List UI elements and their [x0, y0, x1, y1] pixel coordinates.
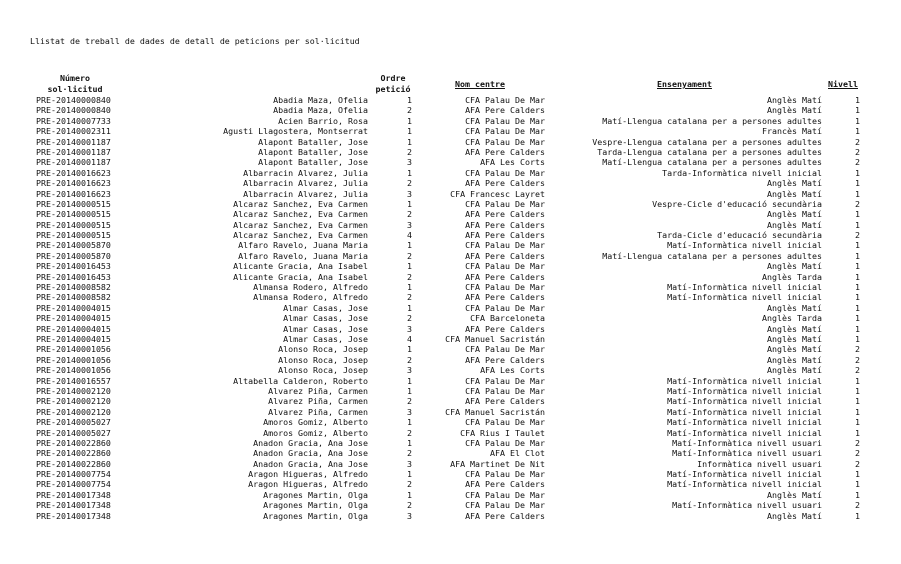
- row-nivell: 1: [855, 271, 860, 282]
- header-numero: [38, 73, 112, 95]
- row-ensenyament: Anglès Matí: [767, 489, 822, 500]
- header-ordre-line1: Ordre: [380, 73, 406, 83]
- row-ensenyament: Anglès Matí: [767, 178, 822, 189]
- row-nivell: 2: [855, 146, 860, 157]
- detail-table: [0, 95, 901, 521]
- row-ensenyament: Matí-Informàtica nivell inicial: [667, 469, 822, 480]
- row-nivell: 1: [855, 385, 860, 396]
- row-nivell: 1: [855, 115, 860, 126]
- header-ordre-line2: petició: [375, 84, 411, 94]
- row-centre: CFA Palau De Mar: [465, 385, 545, 396]
- row-nom: Alfaro Ravelo, Juana Maria: [238, 250, 368, 261]
- row-centre: AFA Pere Calders: [465, 354, 545, 365]
- row-ensenyament: Informàtica nivell usuari: [697, 458, 822, 469]
- row-ordre: 1: [407, 385, 412, 396]
- row-centre: CFA Palau De Mar: [465, 240, 545, 251]
- row-nivell: 1: [855, 240, 860, 251]
- row-numero: PRE-20140001187: [36, 146, 111, 157]
- row-nivell: 1: [855, 489, 860, 500]
- row-ordre: 3: [407, 365, 412, 376]
- row-ordre: 3: [407, 219, 412, 230]
- row-nivell: 1: [855, 282, 860, 293]
- row-ensenyament: Matí-Informàtica nivell inicial: [667, 396, 822, 407]
- row-centre: AFA Pere Calders: [465, 250, 545, 261]
- row-centre: CFA Palau De Mar: [465, 375, 545, 386]
- row-centre: CFA Palau De Mar: [465, 437, 545, 448]
- header-centre: Nom centre: [455, 79, 505, 89]
- table-row: [0, 251, 901, 261]
- table-row: [0, 147, 901, 157]
- row-ordre: 1: [407, 489, 412, 500]
- row-nivell: 1: [855, 406, 860, 417]
- row-centre: AFA Pere Calders: [465, 230, 545, 241]
- row-ensenyament: Anglès Matí: [767, 209, 822, 220]
- row-centre: CFA Palau De Mar: [465, 344, 545, 355]
- row-ordre: 1: [407, 302, 412, 313]
- row-nivell: 1: [855, 323, 860, 334]
- row-ordre: 2: [407, 479, 412, 490]
- row-ensenyament: Vespre-Llengua catalana per a persones adultes: [592, 136, 822, 147]
- row-ordre: 1: [407, 344, 412, 355]
- row-numero: PRE-20140022860: [36, 437, 111, 448]
- row-ensenyament: Matí-Informàtica nivell inicial: [667, 479, 822, 490]
- row-centre: AFA Pere Calders: [465, 219, 545, 230]
- row-ensenyament: Anglès Matí: [767, 302, 822, 313]
- row-nom: Albarracin Alvarez, Julia: [243, 188, 368, 199]
- row-nom: Alvarez Piña, Carmen: [268, 396, 368, 407]
- row-centre: AFA Martinet De Nit: [450, 458, 545, 469]
- row-nom: Alicante Gracia, Ana Isabel: [233, 261, 368, 272]
- row-ensenyament: Anglès Matí: [767, 333, 822, 344]
- row-centre: CFA Palau De Mar: [465, 136, 545, 147]
- row-nom: Anadon Gracia, Ana Jose: [253, 458, 368, 469]
- row-ordre: 2: [407, 105, 412, 116]
- row-nom: Agusti Llagostera, Montserrat: [223, 126, 368, 137]
- row-nivell: 1: [855, 396, 860, 407]
- row-centre: CFA Palau De Mar: [465, 417, 545, 428]
- row-numero: PRE-20140001056: [36, 354, 111, 365]
- row-ordre: 2: [407, 500, 412, 511]
- row-ordre: 1: [407, 198, 412, 209]
- row-numero: PRE-20140022860: [36, 448, 111, 459]
- row-nom: Alcaraz Sanchez, Eva Carmen: [233, 209, 368, 220]
- row-nom: Aragones Martin, Olga: [263, 510, 368, 521]
- row-nom: Amoros Gomiz, Alberto: [263, 427, 368, 438]
- row-nom: Almansa Rodero, Alfredo: [253, 282, 368, 293]
- row-ordre: 1: [407, 375, 412, 386]
- row-nivell: 1: [855, 292, 860, 303]
- row-nivell: 1: [855, 302, 860, 313]
- row-centre: CFA Manuel Sacristán: [445, 333, 545, 344]
- row-nivell: 2: [855, 448, 860, 459]
- row-ordre: 3: [407, 188, 412, 199]
- header-numero-line2: sol·licitud: [47, 84, 103, 94]
- table-row: [0, 168, 901, 178]
- row-centre: CFA Palau De Mar: [465, 489, 545, 500]
- row-centre: AFA Les Corts: [480, 365, 545, 376]
- table-row: [0, 334, 901, 344]
- row-nivell: 1: [855, 95, 860, 105]
- row-ensenyament: Matí-Informàtica nivell usuari: [672, 500, 822, 511]
- row-ensenyament: Matí-Llengua catalana per a persones adultes: [602, 157, 822, 168]
- row-nom: Abadia Maza, Ofelia: [273, 105, 368, 116]
- table-row: [0, 126, 901, 136]
- row-ordre: 2: [407, 396, 412, 407]
- row-centre: CFA Palau De Mar: [465, 198, 545, 209]
- row-numero: PRE-20140002120: [36, 396, 111, 407]
- table-row: [0, 386, 901, 396]
- row-nivell: 1: [855, 126, 860, 137]
- row-ordre: 2: [407, 313, 412, 324]
- row-nom: Anadon Gracia, Ana Jose: [253, 448, 368, 459]
- row-ordre: 4: [407, 230, 412, 241]
- row-ensenyament: Anglès Matí: [767, 510, 822, 521]
- row-ordre: 3: [407, 510, 412, 521]
- row-ensenyament: Matí-Informàtica nivell inicial: [667, 406, 822, 417]
- row-numero: PRE-20140005027: [36, 417, 111, 428]
- row-numero: PRE-20140016623: [36, 167, 111, 178]
- row-numero: PRE-20140004015: [36, 302, 111, 313]
- row-numero: PRE-20140000840: [36, 95, 111, 105]
- header-ensenyament: Ensenyament: [657, 79, 712, 89]
- row-numero: PRE-20140007754: [36, 479, 111, 490]
- row-nom: Alonso Roca, Josep: [278, 344, 368, 355]
- row-nom: Amoros Gomiz, Alberto: [263, 417, 368, 428]
- row-ordre: 1: [407, 437, 412, 448]
- row-centre: AFA Pere Calders: [465, 396, 545, 407]
- table-row: [0, 157, 901, 167]
- row-ensenyament: Tarda-Informàtica nivell inicial: [662, 167, 822, 178]
- row-nom: Acien Barrio, Rosa: [278, 115, 368, 126]
- row-nivell: 2: [855, 230, 860, 241]
- row-nivell: 2: [855, 198, 860, 209]
- row-numero: PRE-20140016623: [36, 178, 111, 189]
- row-nom: Alvarez Piña, Carmen: [268, 406, 368, 417]
- row-nivell: 1: [855, 219, 860, 230]
- row-numero: PRE-20140000515: [36, 230, 111, 241]
- row-ensenyament: Anglès Matí: [767, 354, 822, 365]
- row-nivell: 1: [855, 167, 860, 178]
- report-title: Llistat de treball de dades de detall de peticions per sol·licitud: [30, 36, 360, 46]
- row-centre: AFA Les Corts: [480, 157, 545, 168]
- table-row: [0, 324, 901, 334]
- row-nivell: 1: [855, 209, 860, 220]
- header-nivell: Nivell: [828, 79, 858, 89]
- row-numero: PRE-20140008582: [36, 292, 111, 303]
- row-numero: PRE-20140017348: [36, 500, 111, 511]
- row-nivell: 2: [855, 157, 860, 168]
- row-ordre: 2: [407, 271, 412, 282]
- row-nom: Almansa Rodero, Alfredo: [253, 292, 368, 303]
- table-row: [0, 469, 901, 479]
- row-nivell: 2: [855, 354, 860, 365]
- table-row: [0, 376, 901, 386]
- row-nom: Albarracin Alvarez, Julia: [243, 178, 368, 189]
- row-numero: PRE-20140017348: [36, 510, 111, 521]
- row-nivell: 1: [855, 178, 860, 189]
- row-ordre: 2: [407, 178, 412, 189]
- row-ordre: 1: [407, 469, 412, 480]
- row-ensenyament: Anglès Matí: [767, 323, 822, 334]
- row-nivell: 2: [855, 344, 860, 355]
- row-ordre: 3: [407, 406, 412, 417]
- row-nom: Aragones Martin, Olga: [263, 500, 368, 511]
- row-centre: CFA Manuel Sacristán: [445, 406, 545, 417]
- row-centre: CFA Barceloneta: [470, 313, 545, 324]
- row-ordre: 1: [407, 282, 412, 293]
- row-nom: Alapont Bataller, Jose: [258, 157, 368, 168]
- row-centre: AFA Pere Calders: [465, 323, 545, 334]
- row-centre: CFA Palau De Mar: [465, 126, 545, 137]
- row-centre: AFA Pere Calders: [465, 510, 545, 521]
- row-nom: Alapont Bataller, Jose: [258, 136, 368, 147]
- table-row: [0, 220, 901, 230]
- row-nom: Aragones Martin, Olga: [263, 489, 368, 500]
- row-nivell: 2: [855, 437, 860, 448]
- row-nom: Altabella Calderon, Roberto: [233, 375, 368, 386]
- table-row: [0, 417, 901, 427]
- row-numero: PRE-20140017348: [36, 489, 111, 500]
- row-centre: AFA Pere Calders: [465, 271, 545, 282]
- row-nivell: 1: [855, 105, 860, 116]
- row-ensenyament: Anglès Matí: [767, 219, 822, 230]
- row-ensenyament: Tarda-Llengua catalana per a persones adultes: [597, 146, 822, 157]
- row-numero: PRE-20140016453: [36, 261, 111, 272]
- row-nom: Alcaraz Sanchez, Eva Carmen: [233, 230, 368, 241]
- row-numero: PRE-20140000515: [36, 198, 111, 209]
- row-ensenyament: Anglès Matí: [767, 188, 822, 199]
- row-numero: PRE-20140001056: [36, 344, 111, 355]
- row-nom: Aragon Higueras, Alfredo: [248, 479, 368, 490]
- row-ordre: 1: [407, 261, 412, 272]
- row-ordre: 2: [407, 250, 412, 261]
- row-nivell: 1: [855, 427, 860, 438]
- row-ordre: 1: [407, 115, 412, 126]
- row-ensenyament: Matí-Informàtica nivell inicial: [667, 427, 822, 438]
- row-nivell: 2: [855, 500, 860, 511]
- row-numero: PRE-20140008582: [36, 282, 111, 293]
- row-centre: CFA Palau De Mar: [465, 469, 545, 480]
- row-nom: Alcaraz Sanchez, Eva Carmen: [233, 219, 368, 230]
- table-row: [0, 199, 901, 209]
- table-row: [0, 261, 901, 271]
- row-nivell: 1: [855, 188, 860, 199]
- table-row: [0, 511, 901, 521]
- row-nom: Albarracin Alvarez, Julia: [243, 167, 368, 178]
- row-centre: CFA Palau De Mar: [465, 282, 545, 293]
- row-ordre: 2: [407, 292, 412, 303]
- row-numero: PRE-20140002120: [36, 385, 111, 396]
- row-ensenyament: Anglès Matí: [767, 261, 822, 272]
- table-row: [0, 189, 901, 199]
- row-numero: PRE-20140004015: [36, 313, 111, 324]
- row-numero: PRE-20140001187: [36, 157, 111, 168]
- row-centre: AFA Pere Calders: [465, 178, 545, 189]
- row-centre: CFA Palau De Mar: [465, 167, 545, 178]
- table-row: [0, 355, 901, 365]
- row-nivell: 2: [855, 365, 860, 376]
- row-numero: PRE-20140000840: [36, 105, 111, 116]
- row-centre: CFA Palau De Mar: [465, 95, 545, 105]
- row-ensenyament: Anglès Matí: [767, 344, 822, 355]
- header-ordre: [370, 73, 416, 95]
- row-ordre: 1: [407, 417, 412, 428]
- row-centre: AFA El Clot: [490, 448, 545, 459]
- row-nom: Almar Casas, Jose: [283, 302, 368, 313]
- row-nom: Almar Casas, Jose: [283, 313, 368, 324]
- table-row: [0, 178, 901, 188]
- row-ensenyament: Anglès Matí: [767, 365, 822, 376]
- row-nivell: 1: [855, 375, 860, 386]
- row-numero: PRE-20140016557: [36, 375, 111, 386]
- row-nom: Almar Casas, Jose: [283, 333, 368, 344]
- row-ordre: 3: [407, 157, 412, 168]
- row-ordre: 2: [407, 448, 412, 459]
- table-row: [0, 490, 901, 500]
- table-row: [0, 240, 901, 250]
- row-ordre: 1: [407, 136, 412, 147]
- row-ensenyament: Anglès Tarda: [762, 271, 822, 282]
- table-row: [0, 209, 901, 219]
- row-numero: PRE-20140000515: [36, 209, 111, 220]
- table-row: [0, 137, 901, 147]
- row-nom: Anadon Gracia, Ana Jose: [253, 437, 368, 448]
- row-ensenyament: Francès Matí: [762, 126, 822, 137]
- row-ensenyament: Matí-Informàtica nivell inicial: [667, 375, 822, 386]
- table-row: [0, 95, 901, 105]
- row-ensenyament: Matí-Informàtica nivell inicial: [667, 282, 822, 293]
- row-centre: CFA Palau De Mar: [465, 115, 545, 126]
- table-row: [0, 500, 901, 510]
- row-numero: PRE-20140016623: [36, 188, 111, 199]
- table-row: [0, 407, 901, 417]
- row-ordre: 3: [407, 323, 412, 334]
- row-numero: PRE-20140005027: [36, 427, 111, 438]
- row-ensenyament: Matí-Informàtica nivell usuari: [672, 437, 822, 448]
- row-nom: Abadia Maza, Ofelia: [273, 95, 368, 105]
- table-row: [0, 448, 901, 458]
- row-nom: Alvarez Piña, Carmen: [268, 385, 368, 396]
- row-centre: AFA Pere Calders: [465, 146, 545, 157]
- row-numero: PRE-20140016453: [36, 271, 111, 282]
- row-numero: PRE-20140007754: [36, 469, 111, 480]
- row-nivell: 1: [855, 469, 860, 480]
- row-ordre: 4: [407, 333, 412, 344]
- row-centre: CFA Rius I Taulet: [460, 427, 545, 438]
- header-numero-line1: Número: [60, 73, 90, 83]
- row-ordre: 1: [407, 95, 412, 105]
- row-ensenyament: Matí-Informàtica nivell inicial: [667, 417, 822, 428]
- row-nivell: 2: [855, 458, 860, 469]
- row-ordre: 1: [407, 126, 412, 137]
- table-row: [0, 292, 901, 302]
- row-ordre: 2: [407, 209, 412, 220]
- row-nivell: 1: [855, 417, 860, 428]
- row-nivell: 2: [855, 136, 860, 147]
- table-row: [0, 344, 901, 354]
- row-ensenyament: Matí-Informàtica nivell inicial: [667, 240, 822, 251]
- row-ensenyament: Anglès Matí: [767, 105, 822, 116]
- row-nom: Almar Casas, Jose: [283, 323, 368, 334]
- row-numero: PRE-20140002311: [36, 126, 111, 137]
- table-row: [0, 428, 901, 438]
- row-ensenyament: Vespre-Cicle d'educació secundària: [652, 198, 822, 209]
- row-ensenyament: Anglès Tarda: [762, 313, 822, 324]
- row-ensenyament: Matí-Informàtica nivell inicial: [667, 292, 822, 303]
- table-row: [0, 438, 901, 448]
- table-row: [0, 282, 901, 292]
- table-row: [0, 105, 901, 115]
- table-row: [0, 365, 901, 375]
- row-centre: CFA Palau De Mar: [465, 302, 545, 313]
- row-ensenyament: Matí-Informàtica nivell usuari: [672, 448, 822, 459]
- row-ordre: 1: [407, 240, 412, 251]
- row-numero: PRE-20140004015: [36, 333, 111, 344]
- row-nom: Alapont Bataller, Jose: [258, 146, 368, 157]
- row-nom: Alfaro Ravelo, Juana Maria: [238, 240, 368, 251]
- row-centre: CFA Palau De Mar: [465, 261, 545, 272]
- row-ensenyament: Tarda-Cicle d'educació secundària: [657, 230, 822, 241]
- row-centre: AFA Pere Calders: [465, 209, 545, 220]
- row-ordre: 2: [407, 354, 412, 365]
- row-nom: Alicante Gracia, Ana Isabel: [233, 271, 368, 282]
- row-ensenyament: Matí-Llengua catalana per a persones adultes: [602, 250, 822, 261]
- row-centre: AFA Pere Calders: [465, 479, 545, 490]
- row-numero: PRE-20140001056: [36, 365, 111, 376]
- row-centre: AFA Pere Calders: [465, 105, 545, 116]
- row-ensenyament: Anglès Matí: [767, 95, 822, 105]
- row-nivell: 1: [855, 510, 860, 521]
- row-nom: Alonso Roca, Josep: [278, 354, 368, 365]
- row-nom: Alonso Roca, Josep: [278, 365, 368, 376]
- table-row: [0, 479, 901, 489]
- row-numero: PRE-20140005870: [36, 240, 111, 251]
- row-nom: Alcaraz Sanchez, Eva Carmen: [233, 198, 368, 209]
- row-ordre: 3: [407, 458, 412, 469]
- table-row: [0, 396, 901, 406]
- table-row: [0, 272, 901, 282]
- row-numero: PRE-20140007733: [36, 115, 111, 126]
- row-nivell: 1: [855, 313, 860, 324]
- table-row: [0, 459, 901, 469]
- row-numero: PRE-20140001187: [36, 136, 111, 147]
- row-centre: CFA Palau De Mar: [465, 500, 545, 511]
- row-centre: AFA Pere Calders: [465, 292, 545, 303]
- row-ensenyament: Matí-Informàtica nivell inicial: [667, 385, 822, 396]
- row-ordre: 1: [407, 167, 412, 178]
- row-nivell: 1: [855, 333, 860, 344]
- row-numero: PRE-20140000515: [36, 219, 111, 230]
- row-nom: Aragon Higueras, Alfredo: [248, 469, 368, 480]
- row-numero: PRE-20140002120: [36, 406, 111, 417]
- row-centre: CFA Francesc Layret: [450, 188, 545, 199]
- table-row: [0, 230, 901, 240]
- row-nivell: 1: [855, 250, 860, 261]
- row-numero: PRE-20140005870: [36, 250, 111, 261]
- row-ordre: 2: [407, 146, 412, 157]
- row-nivell: 1: [855, 261, 860, 272]
- row-numero: PRE-20140004015: [36, 323, 111, 334]
- table-row: [0, 116, 901, 126]
- table-row: [0, 303, 901, 313]
- row-ensenyament: Matí-Llengua catalana per a persones adultes: [602, 115, 822, 126]
- row-numero: PRE-20140022860: [36, 458, 111, 469]
- table-row: [0, 313, 901, 323]
- row-ordre: 2: [407, 427, 412, 438]
- row-nivell: 1: [855, 479, 860, 490]
